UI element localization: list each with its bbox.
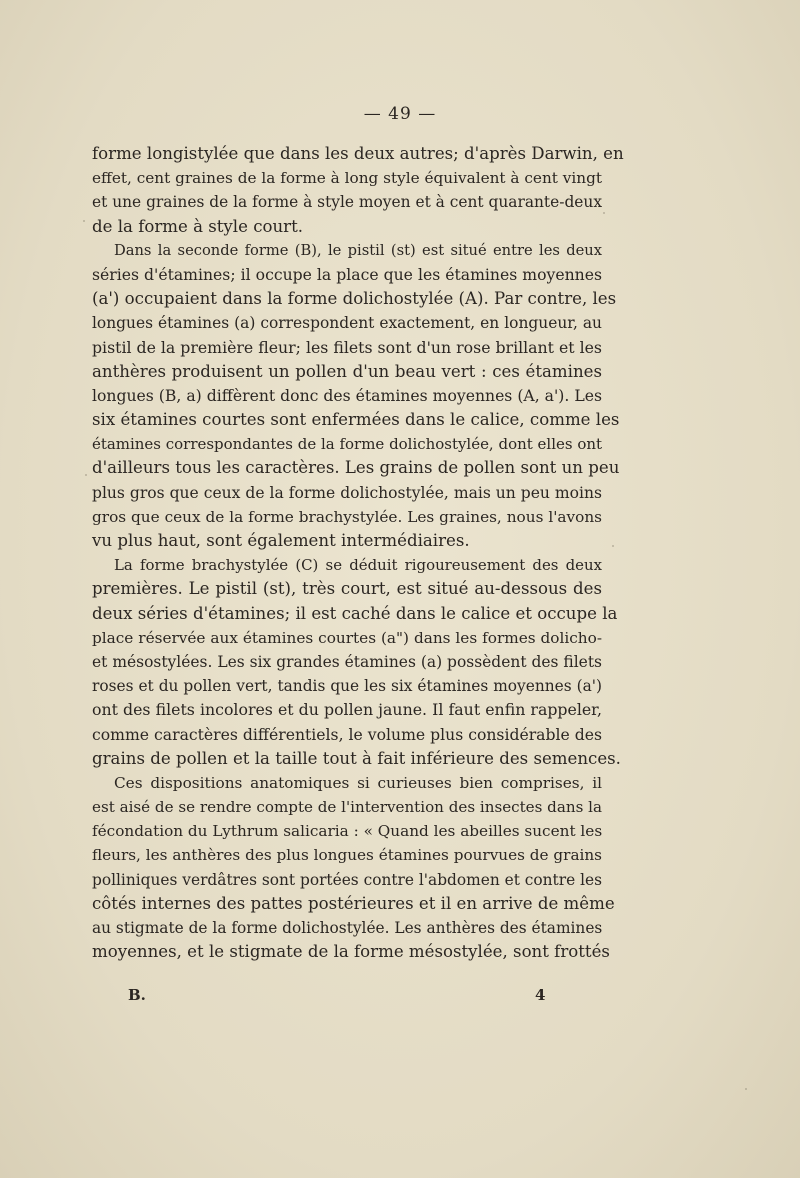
text-line: deux séries d'étamines; il est caché dans le calice et occupe la: [92, 603, 618, 623]
text-line: polliniques verdâtres sont portées contre l'abdomen et contre les: [92, 870, 602, 889]
page-footer: [0, 986, 800, 1010]
text-line: grains de pollen et la taille tout à fait inférieure des semences.: [92, 748, 621, 768]
text-line: (a') occupaient dans la forme dolichostylée (A). Par contre, les: [92, 289, 617, 309]
page-number: — 49 —: [363, 104, 437, 124]
text-line: moyennes, et le stigmate de la forme mésostylée, sont frottés: [92, 942, 610, 962]
text-line: forme longistylée que dans les deux autres; d'après Darwin, en: [92, 144, 624, 163]
text-line: gros que ceux de la forme brachystylée. Les graines, nous l'avons: [92, 507, 602, 526]
text-line: Ces dispositions anatomiques si curieuses bien comprises, il: [114, 773, 602, 792]
text-line: pistil de la première fleur; les filets sont d'un rose brillant et les: [92, 337, 602, 357]
paper-speck: [85, 474, 87, 476]
text-line: et une graines de la forme à style moyen et à cent quarante-deux: [92, 193, 603, 212]
text-line: étamines correspondantes de la forme dolichostylée, dont elles ont: [92, 435, 602, 454]
text-line: place réservée aux étamines courtes (a") dans les formes dolicho-: [92, 628, 602, 647]
sheet-number: 4: [535, 986, 546, 1004]
text-line: six étamines courtes sont enfermées dans le calice, comme les: [92, 410, 620, 430]
paper-speck: [603, 212, 605, 214]
text-line: effet, cent graines de la forme à long style équivalent à cent vingt: [92, 169, 602, 188]
text-line: et mésostylées. Les six grandes étamines (a) possèdent des filets: [92, 652, 602, 671]
text-line: au stigmate de la forme dolichostylée. Les anthères des étamines: [92, 919, 603, 937]
text-line: de la forme à style court.: [92, 216, 304, 236]
paper-speck: [612, 545, 614, 547]
body-text: [92, 142, 624, 964]
signature-mark: B.: [128, 986, 146, 1004]
text-line: d'ailleurs tous les caractères. Les grains de pollen sont un peu: [92, 458, 620, 478]
paper-speck: [83, 220, 85, 222]
text-line: vu plus haut, sont également intermédiaires.: [92, 531, 470, 550]
text-line: ont des filets incolores et du pollen jaune. Il faut enfin rappeler,: [92, 700, 602, 720]
text-line: roses et du pollen vert, tandis que les six étamines moyennes (a'): [92, 677, 602, 696]
text-line: séries d'étamines; il occupe la place que les étamines moyennes: [92, 264, 602, 284]
text-line: longues étamines (a) correspondent exactement, en longueur, au: [92, 314, 602, 333]
text-line: longues (B, a) diffèrent donc des étamines moyennes (A, a'). Les: [92, 385, 602, 405]
text-line: fécondation du Lythrum salicaria : « Quand les abeilles sucent les: [92, 822, 603, 841]
text-line: Dans la seconde forme (B), le pistil (st) est situé entre les deux: [114, 241, 602, 259]
text-line: anthères produisent un pollen d'un beau vert : ces étamines: [92, 361, 602, 381]
text-line: plus gros que ceux de la forme dolichostylée, mais un peu moins: [92, 483, 602, 502]
text-line: La forme brachystylée (C) se déduit rigoureusement des deux: [114, 556, 602, 575]
text-line: côtés internes des pattes postérieures et il en arrive de même: [92, 893, 615, 913]
text-line: est aisé de se rendre compte de l'intervention des insectes dans la: [92, 798, 602, 817]
text-line: fleurs, les anthères des plus longues étamines pourvues de grains: [92, 846, 602, 865]
text-line: premières. Le pistil (st), très court, est situé au-dessous des: [92, 579, 602, 599]
text-line: comme caractères différentiels, le volume plus considérable des: [92, 724, 602, 744]
paper-speck: [745, 1088, 747, 1090]
